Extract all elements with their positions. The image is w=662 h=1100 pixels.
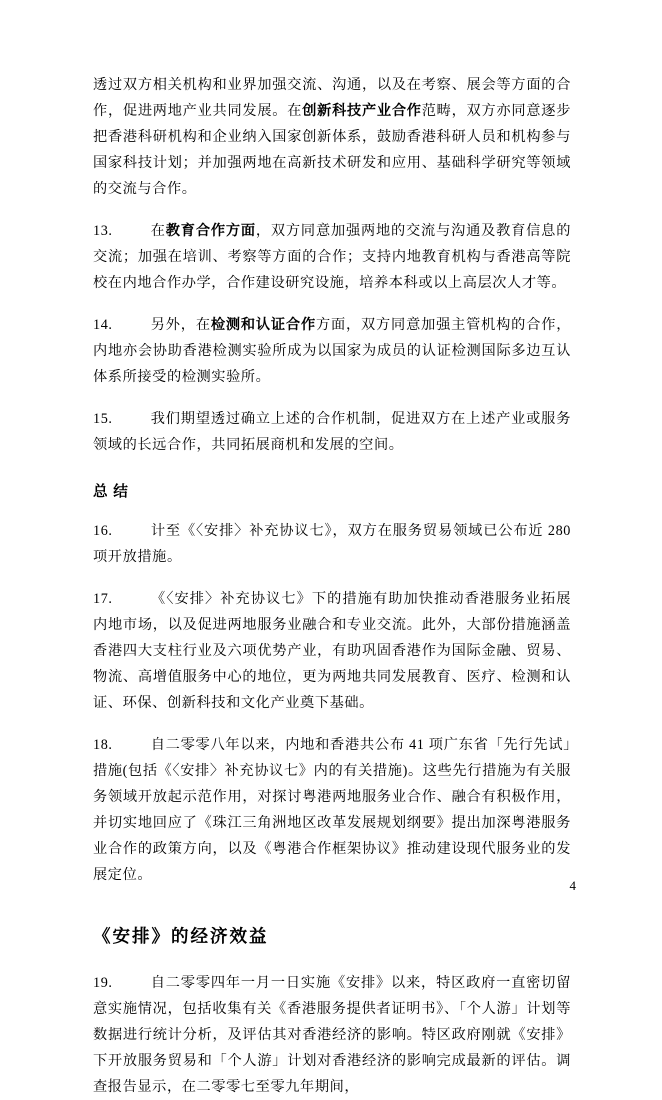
text-run: 自二零零四年一月一日实施《安排》以来，特区政府一直密切留意实施情况，包括收集有关《香港服务提供者证明书》、「个人游」计划等数据进行统计分析，及评估其对香港经济的影响。特区政府刚就《安排》下开放服务贸易和「个人游」计划对香港经济的影响完成最新的评估。调查报告显示，在二零零七至零九年期间，	[93, 975, 571, 1095]
paragraph-number: 17.	[93, 591, 113, 607]
paragraph-14	[93, 312, 571, 390]
text-run: 范畴，双方亦同意逐步把香港科研机构和企业纳入国家创新体系，鼓励香港科研人员和机构参与国家科技计划；并加强两地在高新技术研发和应用、基础科学研究等领域的交流与合作。	[93, 103, 571, 197]
paragraph-number: 15.	[93, 411, 113, 427]
text-run-bold: 教育合作方面	[165, 223, 256, 239]
paragraph-18	[93, 732, 571, 888]
paragraph-17	[93, 586, 571, 716]
text-run: ，双方同意加强两地的交流与沟通及教育信息的交流；加强在培训、考察等方面的合作；支持内地教育机构与香港高等院校在内地合作办学，合作建设研究设施，培养本科或以上高层次人才等。	[93, 223, 571, 291]
text-run: 我们期望透过确立上述的合作机制，促进双方在上述产业或服务领域的长远合作，共同拓展商机和发展的空间。	[93, 411, 571, 453]
document-body	[93, 72, 571, 1100]
section-heading-economic-benefits: 《安排》的经济效益	[93, 926, 269, 946]
text-run: 另外，在	[150, 317, 211, 333]
paragraph-15	[93, 406, 571, 458]
text-run: 在	[150, 223, 166, 239]
text-run-bold: 检测和认证合作	[210, 317, 316, 333]
paragraph-number: 13.	[93, 223, 113, 239]
text-run-bold: 创新科技产业合作	[302, 103, 422, 119]
page-number: 4	[569, 878, 576, 893]
text-run: 计至《〈安排〉补充协议七》，双方在服务贸易领域已公布近 280 项开放措施。	[93, 523, 571, 565]
paragraph-number: 18.	[93, 737, 113, 753]
section-heading-summary: 总 结	[93, 484, 129, 500]
paragraph-12-continued	[93, 72, 571, 202]
paragraph-16	[93, 518, 571, 570]
text-run: 透过双方相关机构和业界加强交流、沟通，以及在考察、展会等方面的合作，促进两地产业共同发展。在	[93, 77, 571, 119]
text-run: 方面，双方同意加强主管机构的合作，内地亦会协助香港检测实验所成为以国家为成员的认证检测国际多边互认体系所接受的检测实验所。	[93, 317, 572, 385]
paragraph-number: 14.	[93, 317, 113, 333]
paragraph-19	[93, 970, 571, 1100]
paragraph-13	[93, 218, 571, 296]
text-run: 自二零零八年以来，内地和香港共公布 41 项广东省「先行先试」措施(包括《〈安排〉补充协议七》内的有关措施)。这些先行措施为有关服务领域开放起示范作用，对探讨粤港两地服务业合作、融合有积极作用，并切实地回应了《珠江三角洲地区改革发展规划纲要》提出加深粤港服务业合作的政策方向，以及《粤港合作框架协议》推动建设现代服务业的发展定位。	[93, 737, 571, 883]
paragraph-number: 16.	[93, 523, 113, 539]
paragraph-number: 19.	[93, 975, 113, 991]
text-run: 《〈安排〉补充协议七》下的措施有助加快推动香港服务业拓展内地市场，以及促进两地服务业融合和专业交流。此外，大部份措施涵盖香港四大支柱行业及六项优势产业，有助巩固香港作为国际金融、贸易、物流、高增值服务中心的地位，更为两地共同发展教育、医疗、检测和认证、环保、创新科技和文化产业奠下基础。	[93, 591, 571, 711]
